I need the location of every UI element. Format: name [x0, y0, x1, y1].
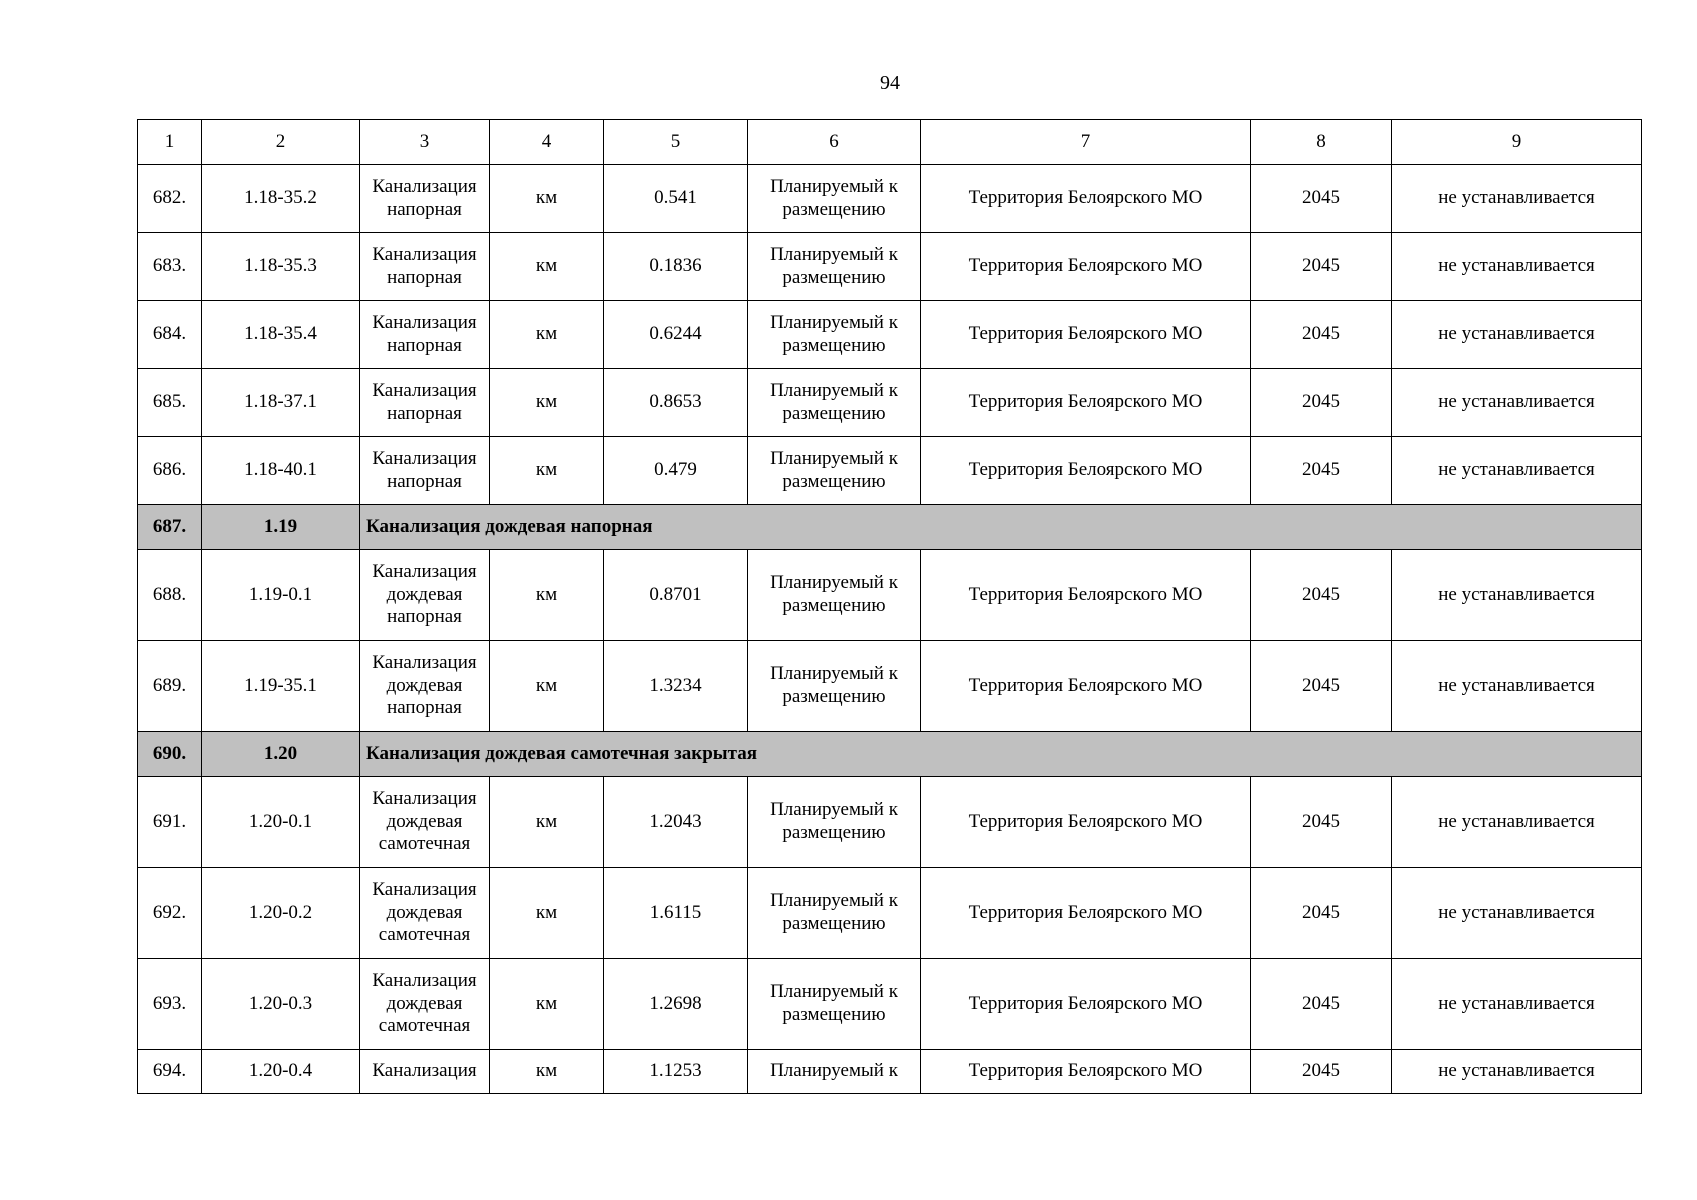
status-cell: Планируемый к размещению: [748, 301, 921, 369]
length-value-cell: 0.479: [604, 437, 748, 505]
row-number-cell: 686.: [138, 437, 202, 505]
status-cell: Планируемый к размещению: [748, 550, 921, 641]
table-row: [138, 550, 1642, 641]
row-number-cell: 684.: [138, 301, 202, 369]
status-cell: Планируемый к размещению: [748, 959, 921, 1050]
object-name-cell: Канализация напорная: [360, 301, 490, 369]
zone-status-cell: не устанавливается: [1392, 369, 1642, 437]
territory-cell: Территория Белоярского МО: [921, 777, 1251, 868]
column-header: 5: [604, 120, 748, 165]
unit-cell: км: [490, 437, 604, 505]
unit-cell: км: [490, 550, 604, 641]
table-row: [138, 959, 1642, 1050]
zone-status-cell: не устанавливается: [1392, 233, 1642, 301]
object-name-cell: Канализация напорная: [360, 437, 490, 505]
zone-status-cell: не устанавливается: [1392, 777, 1642, 868]
territory-cell: Территория Белоярского МО: [921, 868, 1251, 959]
zone-status-cell: не устанавливается: [1392, 959, 1642, 1050]
object-code-cell: 1.18-37.1: [202, 369, 360, 437]
object-name-cell: Канализация дождевая самотечная: [360, 868, 490, 959]
row-number-cell: 691.: [138, 777, 202, 868]
object-code-cell: 1.19-0.1: [202, 550, 360, 641]
year-cell: 2045: [1251, 437, 1392, 505]
territory-cell: Территория Белоярского МО: [921, 301, 1251, 369]
object-name-cell: Канализация дождевая напорная: [360, 550, 490, 641]
column-header: 8: [1251, 120, 1392, 165]
length-value-cell: 0.541: [604, 165, 748, 233]
table-row: [138, 301, 1642, 369]
row-number-cell: 685.: [138, 369, 202, 437]
object-name-cell: Канализация напорная: [360, 233, 490, 301]
column-header: 1: [138, 120, 202, 165]
object-code-cell: 1.19-35.1: [202, 641, 360, 732]
table-row: [138, 165, 1642, 233]
column-header: 2: [202, 120, 360, 165]
table-row: [138, 641, 1642, 732]
status-cell: Планируемый к размещению: [748, 437, 921, 505]
status-cell: Планируемый к размещению: [748, 777, 921, 868]
year-cell: 2045: [1251, 301, 1392, 369]
territory-cell: Территория Белоярского МО: [921, 641, 1251, 732]
zone-status-cell: не устанавливается: [1392, 165, 1642, 233]
status-cell: Планируемый к: [748, 1050, 921, 1094]
table-row: [138, 1050, 1642, 1094]
object-name-cell: Канализация: [360, 1050, 490, 1094]
status-cell: Планируемый к размещению: [748, 233, 921, 301]
status-cell: Планируемый к размещению: [748, 641, 921, 732]
page-number: 94: [880, 72, 900, 94]
row-number-cell: 688.: [138, 550, 202, 641]
territory-cell: Территория Белоярского МО: [921, 437, 1251, 505]
section-row: [138, 505, 1642, 550]
zone-status-cell: не устанавливается: [1392, 437, 1642, 505]
table-row: [138, 369, 1642, 437]
object-code-cell: 1.18-35.2: [202, 165, 360, 233]
table-body: [138, 120, 1642, 1094]
row-number-cell: 683.: [138, 233, 202, 301]
year-cell: 2045: [1251, 777, 1392, 868]
object-name-cell: Канализация напорная: [360, 369, 490, 437]
length-value-cell: 0.8653: [604, 369, 748, 437]
section-title: Канализация дождевая напорная: [360, 505, 1642, 550]
unit-cell: км: [490, 233, 604, 301]
section-code: 1.20: [202, 732, 360, 777]
object-name-cell: Канализация дождевая самотечная: [360, 777, 490, 868]
object-name-cell: Канализация дождевая напорная: [360, 641, 490, 732]
year-cell: 2045: [1251, 165, 1392, 233]
unit-cell: км: [490, 165, 604, 233]
year-cell: 2045: [1251, 641, 1392, 732]
territory-cell: Территория Белоярского МО: [921, 369, 1251, 437]
object-code-cell: 1.18-35.4: [202, 301, 360, 369]
object-code-cell: 1.20-0.2: [202, 868, 360, 959]
row-number-cell: 694.: [138, 1050, 202, 1094]
territory-cell: Территория Белоярского МО: [921, 233, 1251, 301]
object-code-cell: 1.20-0.1: [202, 777, 360, 868]
section-number: 687.: [138, 505, 202, 550]
year-cell: 2045: [1251, 959, 1392, 1050]
table-row: [138, 777, 1642, 868]
zone-status-cell: не устанавливается: [1392, 301, 1642, 369]
object-code-cell: 1.20-0.4: [202, 1050, 360, 1094]
length-value-cell: 1.3234: [604, 641, 748, 732]
section-row: [138, 732, 1642, 777]
territory-cell: Территория Белоярского МО: [921, 959, 1251, 1050]
row-number-cell: 689.: [138, 641, 202, 732]
length-value-cell: 0.6244: [604, 301, 748, 369]
year-cell: 2045: [1251, 550, 1392, 641]
zone-status-cell: не устанавливается: [1392, 641, 1642, 732]
column-header-row: [138, 120, 1642, 165]
row-number-cell: 693.: [138, 959, 202, 1050]
length-value-cell: 1.1253: [604, 1050, 748, 1094]
table-row: [138, 868, 1642, 959]
status-cell: Планируемый к размещению: [748, 165, 921, 233]
length-value-cell: 0.1836: [604, 233, 748, 301]
year-cell: 2045: [1251, 233, 1392, 301]
length-value-cell: 1.2043: [604, 777, 748, 868]
length-value-cell: 1.2698: [604, 959, 748, 1050]
status-cell: Планируемый к размещению: [748, 369, 921, 437]
unit-cell: км: [490, 301, 604, 369]
unit-cell: км: [490, 959, 604, 1050]
territory-cell: Территория Белоярского МО: [921, 165, 1251, 233]
objects-table: [137, 119, 1642, 1094]
zone-status-cell: не устанавливается: [1392, 1050, 1642, 1094]
object-code-cell: 1.18-35.3: [202, 233, 360, 301]
unit-cell: км: [490, 641, 604, 732]
territory-cell: Территория Белоярского МО: [921, 550, 1251, 641]
section-number: 690.: [138, 732, 202, 777]
status-cell: Планируемый к размещению: [748, 868, 921, 959]
column-header: 9: [1392, 120, 1642, 165]
column-header: 6: [748, 120, 921, 165]
object-code-cell: 1.18-40.1: [202, 437, 360, 505]
column-header: 3: [360, 120, 490, 165]
unit-cell: км: [490, 868, 604, 959]
length-value-cell: 1.6115: [604, 868, 748, 959]
zone-status-cell: не устанавливается: [1392, 550, 1642, 641]
unit-cell: км: [490, 369, 604, 437]
zone-status-cell: не устанавливается: [1392, 868, 1642, 959]
year-cell: 2045: [1251, 369, 1392, 437]
section-code: 1.19: [202, 505, 360, 550]
column-header: 7: [921, 120, 1251, 165]
column-header: 4: [490, 120, 604, 165]
object-code-cell: 1.20-0.3: [202, 959, 360, 1050]
year-cell: 2045: [1251, 1050, 1392, 1094]
unit-cell: км: [490, 777, 604, 868]
object-name-cell: Канализация напорная: [360, 165, 490, 233]
year-cell: 2045: [1251, 868, 1392, 959]
table-row: [138, 233, 1642, 301]
length-value-cell: 0.8701: [604, 550, 748, 641]
section-title: Канализация дождевая самотечная закрытая: [360, 732, 1642, 777]
unit-cell: км: [490, 1050, 604, 1094]
table-row: [138, 437, 1642, 505]
row-number-cell: 682.: [138, 165, 202, 233]
territory-cell: Территория Белоярского МО: [921, 1050, 1251, 1094]
object-name-cell: Канализация дождевая самотечная: [360, 959, 490, 1050]
row-number-cell: 692.: [138, 868, 202, 959]
